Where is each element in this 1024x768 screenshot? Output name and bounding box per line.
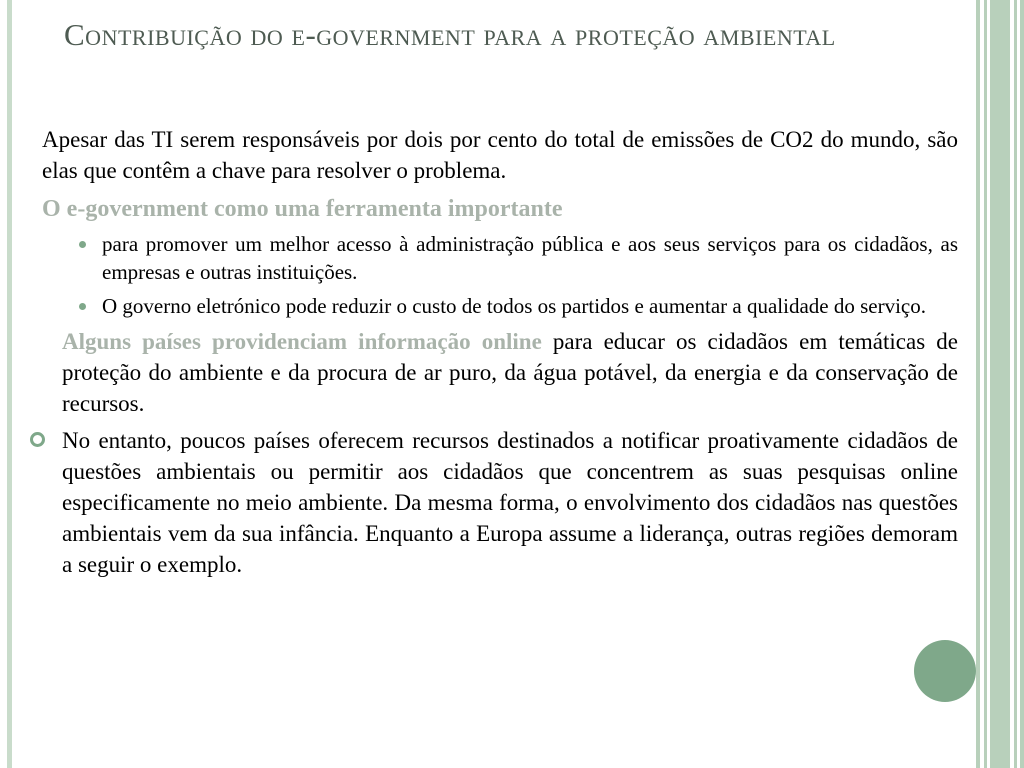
frame-stripe — [990, 0, 1010, 768]
frame-stripe — [976, 0, 980, 768]
bullet-text: O governo eletrónico pode reduzir o custo de todos os partidos e aumentar a qualidade do serviço. — [102, 294, 926, 318]
ring-bullet-icon — [30, 432, 45, 447]
frame-stripe — [984, 0, 987, 768]
notification-paragraph — [42, 425, 958, 580]
decorative-circle — [914, 640, 976, 702]
slide-content — [42, 124, 958, 580]
bullet-item — [102, 230, 958, 286]
paragraph-text: No entanto, poucos países oferecem recursos destinados a notificar proativamente cidadãos de questões ambientais ou permitir aos cidadãos que concentrem as suas pesquisas online especificamente no meio ambiente. Da mesma forma, o envolvimento dos cidadãos nas questões ambientais vem da sua infância. Enquanto a Europa assume a liderança, outras regiões demoram a seguir o exemplo. — [62, 428, 958, 577]
bullet-item — [102, 292, 958, 320]
intro-paragraph: Apesar das TI serem responsáveis por dois por cento do total de emissões de CO2 do mundo, são elas que contêm a chave para resolver o problema. — [42, 127, 958, 183]
paragraph-text: para educar os cidadãos em temáticas de proteção do ambiente e da procura de ar puro, da água potável, da energia e da conservação de recursos. — [62, 329, 958, 416]
bullet-dot-icon — [79, 241, 86, 248]
bullet-dot-icon — [79, 303, 86, 310]
online-info-paragraph — [42, 326, 958, 419]
slide-title: Contribuição do e-government para a proteção ambiental — [64, 17, 836, 52]
right-decorative-frame — [976, 0, 1024, 768]
highlight-text: Alguns países providenciam informação online — [62, 329, 542, 354]
left-decorative-bar — [7, 0, 12, 768]
bullet-list — [42, 230, 958, 320]
subheading: O e-government como uma ferramenta importante — [42, 196, 563, 222]
bullet-text: para promover um melhor acesso à administração pública e aos seus serviços para os cidadãos, as empresas e outras instituições. — [102, 232, 958, 284]
frame-stripe — [1014, 0, 1017, 768]
frame-stripe — [1020, 0, 1024, 768]
